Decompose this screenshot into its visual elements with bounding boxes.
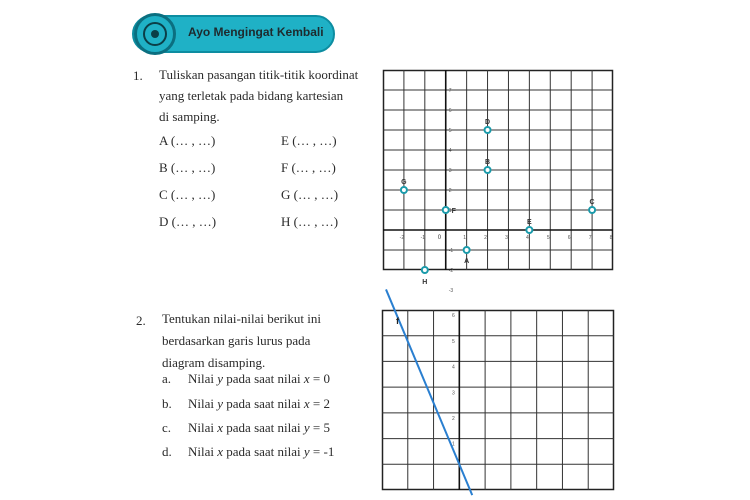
point-label-e: E (527, 219, 532, 226)
x-tick-label: 7 (588, 235, 592, 241)
x-tick-label: -1 (420, 235, 426, 241)
origin-label: 0 (437, 235, 442, 241)
math-variable: y (303, 444, 310, 459)
x-tick-label: 4 (525, 235, 529, 241)
y-tick-label: 2 (451, 416, 455, 422)
math-variable: y (217, 371, 224, 386)
y-tick-label: 5 (451, 338, 455, 345)
question-2-item-letter: c. (162, 420, 172, 435)
question-2-item-letter: d. (162, 444, 172, 459)
question-1-line: di samping. (159, 109, 220, 124)
question-2-text (162, 308, 321, 374)
math-variable: x (217, 420, 224, 435)
option-f: F (… , …) (281, 160, 336, 175)
y-tick-label: 1 (451, 441, 455, 448)
math-variable: y (303, 420, 310, 435)
point-label-c: C (589, 199, 595, 206)
question-2-item-text (188, 420, 330, 436)
x-tick-label: 6 (567, 235, 571, 241)
item-text-part: pada saat nilai (223, 371, 304, 386)
question-1-line: Tuliskan pasangan titik-titik koordinat (159, 67, 359, 82)
point-label-b: B (485, 159, 491, 166)
item-text-part: Nilai (188, 420, 218, 435)
item-text-part: Nilai (188, 396, 218, 411)
y-tick-label: 3 (451, 390, 455, 397)
option-d: D (… , …) (159, 214, 217, 229)
x-tick-label: -2 (399, 235, 405, 241)
x-tick-label: 8 (609, 235, 613, 241)
question-2-line: Tentukan nilai-nilai berikut ini (162, 311, 322, 326)
y-tick-label: 3 (448, 168, 452, 174)
point-d (485, 127, 491, 133)
math-variable: x (303, 371, 310, 386)
question-2-number: 2. (136, 313, 146, 328)
point-label-a: A (464, 258, 470, 265)
line-graph-chart (382, 310, 614, 490)
series-label-f: f (396, 316, 399, 326)
cartesian-plane-chart (383, 70, 613, 294)
question-2-item-letter: b. (162, 396, 172, 411)
item-text-part: pada saat nilai (223, 396, 304, 411)
point-e (526, 227, 532, 233)
question-1-line: yang terletak pada bidang kartesian (159, 88, 344, 103)
option-e: E (… , …) (281, 133, 337, 148)
question-2-item-text (188, 396, 330, 412)
option-b: B (… , …) (159, 160, 216, 175)
point-f (443, 207, 449, 213)
x-tick-label: 2 (484, 235, 487, 241)
y-tick-label: -2 (448, 268, 454, 274)
item-text-part: = -1 (309, 444, 335, 459)
item-text-part: pada saat nilai (223, 444, 304, 459)
math-variable: x (303, 396, 310, 411)
y-tick-label: 6 (451, 313, 455, 320)
x-tick-label: 5 (546, 235, 550, 241)
item-text-part: pada saat nilai (223, 420, 304, 435)
item-text-part: Nilai (188, 371, 218, 386)
question-2-item-text (188, 444, 334, 460)
point-g (401, 187, 407, 193)
y-tick-label: 4 (448, 148, 452, 154)
option-g: G (… , …) (281, 187, 339, 202)
item-text-part: = 0 (309, 371, 331, 386)
item-text-part: = 5 (309, 420, 331, 435)
point-label-f: F (451, 208, 456, 215)
question-2-item-letter: a. (162, 371, 172, 386)
question-2-line: diagram disamping. (162, 355, 266, 370)
option-a: A (… , …) (159, 133, 216, 148)
option-c: C (… , …) (159, 187, 216, 202)
point-label-d: D (485, 119, 491, 126)
point-c (589, 207, 595, 213)
question-1-text (159, 64, 358, 127)
point-label-g: G (401, 179, 407, 186)
x-tick-label: 3 (505, 235, 508, 241)
grid-border (383, 311, 614, 490)
item-text-part: = 2 (309, 396, 331, 411)
y-tick-label: -1 (448, 248, 454, 254)
head-gear-icon (134, 13, 176, 55)
y-tick-label: 7 (448, 88, 452, 94)
point-h (422, 267, 428, 273)
question-2-item-text (188, 371, 330, 387)
item-text-part: Nilai (188, 444, 218, 459)
y-tick-label: -3 (448, 288, 454, 294)
section-title: Ayo Mengingat Kembali (188, 25, 324, 39)
y-tick-label: 5 (448, 128, 452, 134)
point-label-h: H (422, 279, 428, 286)
y-tick-label: 6 (448, 108, 452, 114)
question-1-number: 1. (133, 68, 143, 83)
option-h: H (… , …) (281, 214, 339, 229)
math-variable: x (217, 444, 224, 459)
question-2-line: berdasarkan garis lurus pada (162, 333, 311, 348)
x-tick-label: 1 (463, 235, 467, 241)
y-tick-label: 4 (451, 364, 455, 371)
point-a (464, 247, 470, 253)
y-tick-label: 2 (448, 188, 452, 194)
y-tick-label: 1 (448, 208, 452, 214)
math-variable: y (217, 396, 224, 411)
point-b (485, 167, 491, 173)
